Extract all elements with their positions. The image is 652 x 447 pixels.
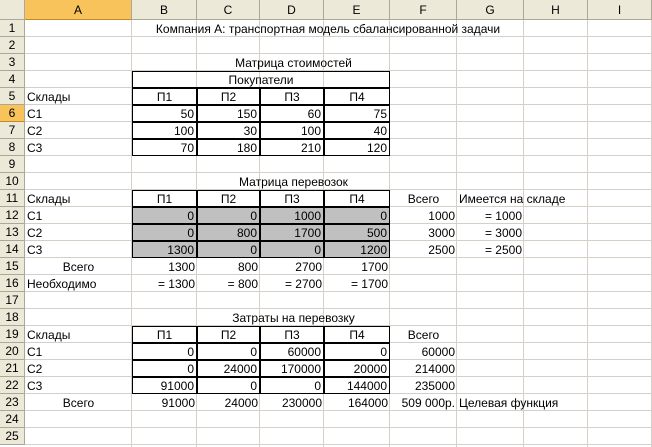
cost-totals-value-cell[interactable]: 0 xyxy=(132,343,197,360)
stock-header[interactable]: Имеется на складе xyxy=(459,191,566,206)
row-header-22[interactable]: 22 xyxy=(0,377,25,394)
gridline-horizontal xyxy=(25,427,652,428)
objective-function-label[interactable]: Целевая функция xyxy=(459,395,559,410)
decision-variable-cell[interactable]: 0 xyxy=(260,241,324,258)
column-header-h[interactable]: H xyxy=(524,0,588,20)
column-header-f[interactable]: F xyxy=(390,0,457,20)
column-total-cell[interactable]: 2700 xyxy=(295,259,322,274)
cost-value-cell[interactable]: 75 xyxy=(324,105,390,122)
cost-header-cell[interactable]: П3 xyxy=(260,88,324,105)
total-header[interactable]: Всего xyxy=(407,191,440,206)
transport-header-cell[interactable]: П3 xyxy=(260,190,324,207)
decision-variable-cell[interactable]: 0 xyxy=(197,207,260,224)
row-header-13[interactable]: 13 xyxy=(0,224,25,241)
cost-matrix-title[interactable]: Матрица стоимостей xyxy=(235,55,352,70)
warehouses-label[interactable]: Склады xyxy=(27,89,71,104)
column-total-cell[interactable]: 91000 xyxy=(161,395,195,410)
row-label[interactable]: С1 xyxy=(27,344,43,359)
row-header-23[interactable]: 23 xyxy=(0,394,25,411)
gridline-vertical xyxy=(587,20,588,447)
required-cell[interactable]: = 2700 xyxy=(284,276,322,291)
row-header-19[interactable]: 19 xyxy=(0,326,25,343)
row-label[interactable]: С3 xyxy=(27,378,43,393)
row-header-9[interactable]: 9 xyxy=(0,156,25,173)
cost-totals-value-cell[interactable]: 0 xyxy=(197,377,260,394)
column-header-g[interactable]: G xyxy=(457,0,524,20)
row-header-18[interactable]: 18 xyxy=(0,309,25,326)
column-total-cell[interactable]: 800 xyxy=(237,259,258,274)
grand-total-cell[interactable]: 509 000р. xyxy=(401,395,455,410)
row-header-14[interactable]: 14 xyxy=(0,241,25,258)
decision-variable-cell[interactable]: 0 xyxy=(324,207,390,224)
row-label[interactable]: С2 xyxy=(27,123,43,138)
cost-totals-value-cell[interactable]: 0 xyxy=(197,343,260,360)
row-header-25[interactable]: 25 xyxy=(0,428,25,445)
cost-value-cell[interactable]: 210 xyxy=(260,139,324,156)
decision-variable-cell[interactable]: 1200 xyxy=(324,241,390,258)
column-header-c[interactable]: C xyxy=(197,0,260,20)
row-header-1[interactable]: 1 xyxy=(0,20,25,37)
row-header-15[interactable]: 15 xyxy=(0,258,25,275)
cost-totals-header-cell[interactable]: П4 xyxy=(324,326,390,343)
row-total-cell[interactable]: 3000 xyxy=(428,225,455,240)
row-label[interactable]: С2 xyxy=(27,361,43,376)
cost-totals-value-cell[interactable]: 24000 xyxy=(197,360,260,377)
cost-value-cell[interactable]: 40 xyxy=(324,122,390,139)
decision-variable-cell[interactable]: 1300 xyxy=(132,241,197,258)
column-total-cell[interactable]: 1300 xyxy=(168,259,195,274)
decision-variable-cell[interactable]: 1000 xyxy=(260,207,324,224)
decision-variable-cell[interactable]: 0 xyxy=(197,241,260,258)
row-label[interactable]: С1 xyxy=(27,106,43,121)
cost-value-cell[interactable]: 100 xyxy=(260,122,324,139)
cost-value-cell[interactable]: 70 xyxy=(132,139,197,156)
column-header-e[interactable]: E xyxy=(324,0,390,20)
row-total-cell[interactable]: 235000 xyxy=(414,378,455,393)
cost-totals-header-cell[interactable]: П1 xyxy=(132,326,197,343)
row-header-4[interactable]: 4 xyxy=(0,71,25,88)
decision-variable-cell[interactable]: 1700 xyxy=(260,224,324,241)
row-header-12[interactable]: 12 xyxy=(0,207,25,224)
column-total-cell[interactable]: 230000 xyxy=(281,395,322,410)
row-header-20[interactable]: 20 xyxy=(0,343,25,360)
decision-variable-cell[interactable]: 800 xyxy=(197,224,260,241)
row-total-cell[interactable]: 214000 xyxy=(414,361,455,376)
sheet-title[interactable]: Компания А: транспортная модель сбалансированной задачи xyxy=(155,21,501,36)
row-header-17[interactable]: 17 xyxy=(0,292,25,309)
total-label[interactable]: Всего xyxy=(62,395,95,410)
row-label[interactable]: С3 xyxy=(27,242,43,257)
buyers-label[interactable]: Покупатели xyxy=(132,71,390,88)
column-total-cell[interactable]: 1700 xyxy=(361,259,388,274)
required-cell[interactable]: = 1300 xyxy=(157,276,195,291)
cost-totals-value-cell[interactable]: 0 xyxy=(260,377,324,394)
cost-totals-value-cell[interactable]: 20000 xyxy=(324,360,390,377)
decision-variable-cell[interactable]: 0 xyxy=(132,207,197,224)
cost-totals-value-cell[interactable]: 170000 xyxy=(260,360,324,377)
warehouses-label[interactable]: Склады xyxy=(27,327,71,342)
decision-variable-cell[interactable]: 500 xyxy=(324,224,390,241)
row-label[interactable]: С3 xyxy=(27,140,43,155)
total-label[interactable]: Всего xyxy=(62,259,95,274)
row-header-21[interactable]: 21 xyxy=(0,360,25,377)
required-cell[interactable]: = 800 xyxy=(227,276,258,291)
row-header-10[interactable]: 10 xyxy=(0,173,25,190)
cost-value-cell[interactable]: 50 xyxy=(132,105,197,122)
cost-totals-value-cell[interactable]: 60000 xyxy=(260,343,324,360)
cost-value-cell[interactable]: 100 xyxy=(132,122,197,139)
cost-totals-header-cell[interactable]: П2 xyxy=(197,326,260,343)
transport-matrix-title[interactable]: Матрица перевозок xyxy=(239,174,348,189)
decision-variable-cell[interactable]: 0 xyxy=(132,224,197,241)
cost-value-cell[interactable]: 30 xyxy=(197,122,260,139)
cost-value-cell[interactable]: 180 xyxy=(197,139,260,156)
total-header[interactable]: Всего xyxy=(407,327,440,342)
row-header-8[interactable]: 8 xyxy=(0,139,25,156)
stock-cell[interactable]: = 2500 xyxy=(484,242,522,257)
cost-totals-value-cell[interactable]: 0 xyxy=(324,343,390,360)
row-total-cell[interactable]: 2500 xyxy=(428,242,455,257)
cost-totals-value-cell[interactable]: 144000 xyxy=(324,377,390,394)
row-header-6[interactable]: 6 xyxy=(0,105,25,122)
cost-totals-header-cell[interactable]: П3 xyxy=(260,326,324,343)
stock-cell[interactable]: = 3000 xyxy=(484,225,522,240)
cost-value-cell[interactable]: 150 xyxy=(197,105,260,122)
row-total-cell[interactable]: 1000 xyxy=(428,208,455,223)
cost-header-cell[interactable]: П1 xyxy=(132,88,197,105)
column-header-d[interactable]: D xyxy=(260,0,324,20)
column-header-a[interactable]: A xyxy=(25,0,132,20)
select-all-corner[interactable] xyxy=(0,0,25,20)
row-header-3[interactable]: 3 xyxy=(0,54,25,71)
row-header-11[interactable]: 11 xyxy=(0,190,25,207)
cost-totals-value-cell[interactable]: 91000 xyxy=(132,377,197,394)
row-header-5[interactable]: 5 xyxy=(0,88,25,105)
cost-value-cell[interactable]: 120 xyxy=(324,139,390,156)
cost-value-cell[interactable]: 60 xyxy=(260,105,324,122)
cost-totals-value-cell[interactable]: 0 xyxy=(132,360,197,377)
column-total-cell[interactable]: 24000 xyxy=(224,395,258,410)
cost-totals-title[interactable]: Затраты на перевозку xyxy=(232,310,355,325)
required-label[interactable]: Необходимо xyxy=(27,276,97,291)
row-header-7[interactable]: 7 xyxy=(0,122,25,139)
column-header-i[interactable]: I xyxy=(588,0,652,20)
warehouses-label[interactable]: Склады xyxy=(27,191,71,206)
transport-header-cell[interactable]: П4 xyxy=(324,190,390,207)
row-header-16[interactable]: 16 xyxy=(0,275,25,292)
column-total-cell[interactable]: 164000 xyxy=(347,395,388,410)
gridline-horizontal xyxy=(25,444,652,445)
cost-header-cell[interactable]: П4 xyxy=(324,88,390,105)
row-total-cell[interactable]: 60000 xyxy=(421,344,455,359)
row-header-2[interactable]: 2 xyxy=(0,37,25,54)
transport-header-cell[interactable]: П2 xyxy=(197,190,260,207)
row-label[interactable]: С1 xyxy=(27,208,43,223)
row-label[interactable]: С2 xyxy=(27,225,43,240)
cost-header-cell[interactable]: П2 xyxy=(197,88,260,105)
row-header-24[interactable]: 24 xyxy=(0,411,25,428)
required-cell[interactable]: = 1700 xyxy=(350,276,388,291)
column-header-b[interactable]: B xyxy=(132,0,197,20)
stock-cell[interactable]: = 1000 xyxy=(484,208,522,223)
transport-header-cell[interactable]: П1 xyxy=(132,190,197,207)
